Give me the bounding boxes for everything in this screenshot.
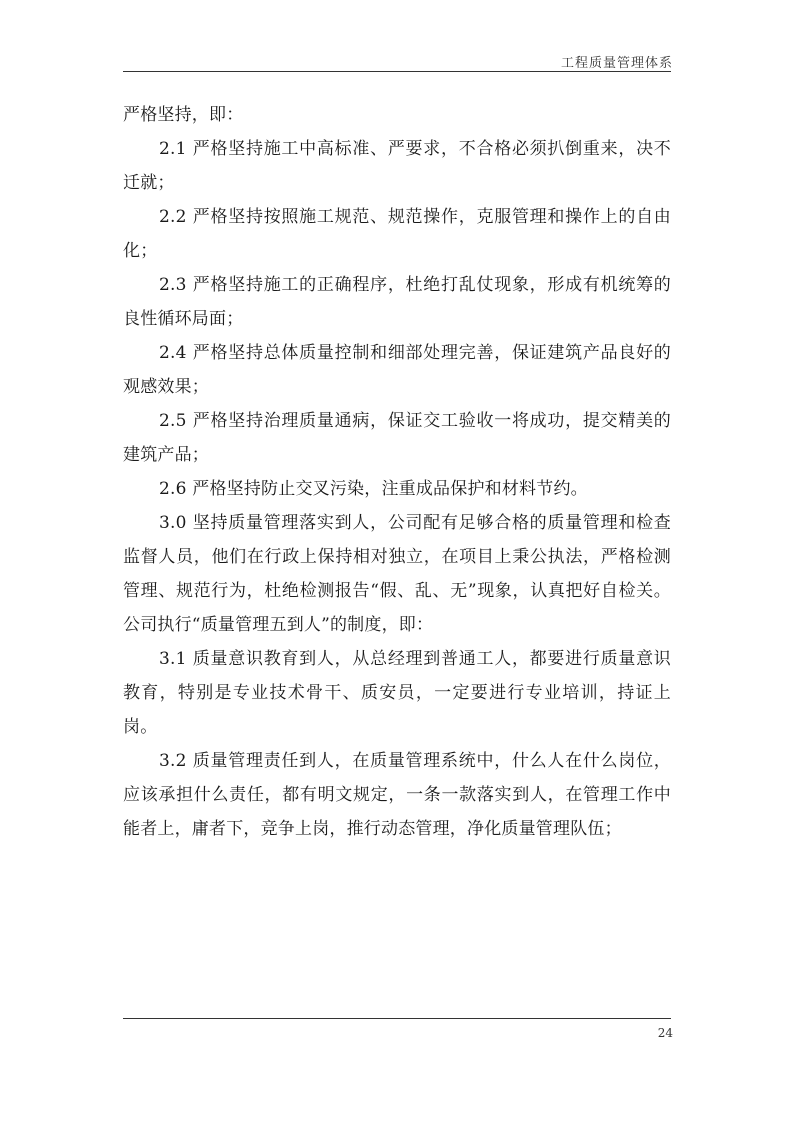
paragraph-2-2: 2.2 严格坚持按照施工规范、规范操作，克服管理和操作上的自由化； xyxy=(123,207,671,261)
header-divider xyxy=(123,71,671,72)
paragraph-2-3: 2.3 严格坚持施工的正确程序，杜绝打乱仗现象，形成有机统筹的良性循环局面； xyxy=(123,275,671,329)
document-body xyxy=(123,98,671,846)
paragraph-3-0: 3.0 坚持质量管理落实到人，公司配有足够合格的质量管理和检查监督人员，他们在行政上保持相对独立，在项目上秉公执法，严格检测管理、规范行为，杜绝检测报告“假、乱、无”现象，认真把好自检关。公司执行“质量管理五到人”的制度，即： xyxy=(123,513,671,635)
running-header-title: 工程质量管理体系 xyxy=(560,56,673,71)
paragraph-2-5: 2.5 严格坚持治理质量通病，保证交工验收一将成功，提交精美的建筑产品； xyxy=(123,411,671,465)
paragraph-2-4: 2.4 严格坚持总体质量控制和细部处理完善，保证建筑产品良好的观感效果； xyxy=(123,343,671,397)
page-number: 24 xyxy=(657,1026,673,1040)
paragraph-3-1: 3.1 质量意识教育到人，从总经理到普通工人，都要进行质量意识教育，特别是专业技术骨干、质安员，一定要进行专业培训，持证上岗。 xyxy=(123,649,671,737)
paragraph-intro: 严格坚持，即： xyxy=(123,105,244,125)
paragraph-2-6: 2.6 严格坚持防止交叉污染，注重成品保护和材料节约。 xyxy=(159,479,588,499)
paragraph-2-1: 2.1 严格坚持施工中高标准、严要求，不合格必须扒倒重来，决不迁就； xyxy=(123,139,671,193)
paragraph-3-2: 3.2 质量管理责任到人，在质量管理系统中，什么人在什么岗位，应该承担什么责任，都有明文规定，一条一款落实到人，在管理工作中能者上，庸者下，竞争上岗，推行动态管理，净化质量管理队伍； xyxy=(123,751,671,839)
footer-divider xyxy=(123,1018,671,1019)
